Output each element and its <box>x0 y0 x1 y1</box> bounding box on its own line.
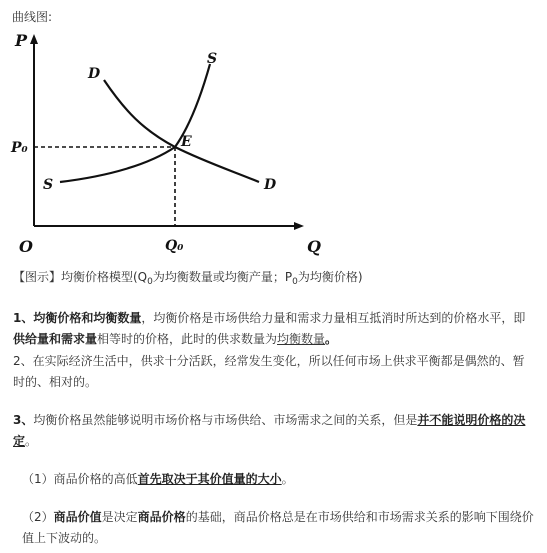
p0-label: P₀ <box>11 140 28 156</box>
equilibrium-label: E <box>181 134 192 150</box>
paragraph-price-determination: 3、均衡价格虽然能够说明市场价格与市场供给、市场需求之间的关系，但是并不能说明价格的决定。 <box>13 413 526 448</box>
demand-label-bottom: D <box>264 177 277 193</box>
supply-demand-graph <box>0 26 340 264</box>
q-axis-arrow <box>294 222 304 230</box>
p-axis-arrow <box>30 34 38 44</box>
paragraph-equilibrium-definition: 1、均衡价格和均衡数量，均衡价格是市场供给力量和需求力量相互抵消时所达到的价格水平，即供给量和需求量相等时的价格，此时的供求数量为均衡数量。 <box>13 311 526 346</box>
paragraph-supply-demand-changes: 2、在实际经济生活中，供求十分活跃，经常发生变化，所以任何市场上供求平衡都是偶然的、暂时的、相对的。 <box>13 354 525 389</box>
paragraph-value-basis: （2）商品价值是决定商品价格的基础，商品价格总是在市场供给和市场需求关系的影响下围绕价值上下波动的。 <box>22 510 534 545</box>
figure-caption: 【图示】均衡价格模型($Q_0$为均衡数量或均衡产量；$P_0$为均衡价格) <box>13 270 363 287</box>
section-heading: 曲线图: <box>12 10 53 24</box>
demand-label-top: D <box>88 66 101 82</box>
supply-curve <box>60 64 210 182</box>
demand-curve <box>104 80 259 182</box>
p-axis-label: P <box>15 31 28 50</box>
paragraph-price-level: （1）商品价格的高低首先取决于其价值量的大小。 <box>22 472 294 486</box>
q0-label: Q₀ <box>165 238 184 254</box>
supply-label-top: S <box>207 51 218 67</box>
q-axis-label: Q <box>307 237 321 256</box>
supply-label-bottom: S <box>43 177 54 193</box>
origin-label: O <box>19 237 33 256</box>
